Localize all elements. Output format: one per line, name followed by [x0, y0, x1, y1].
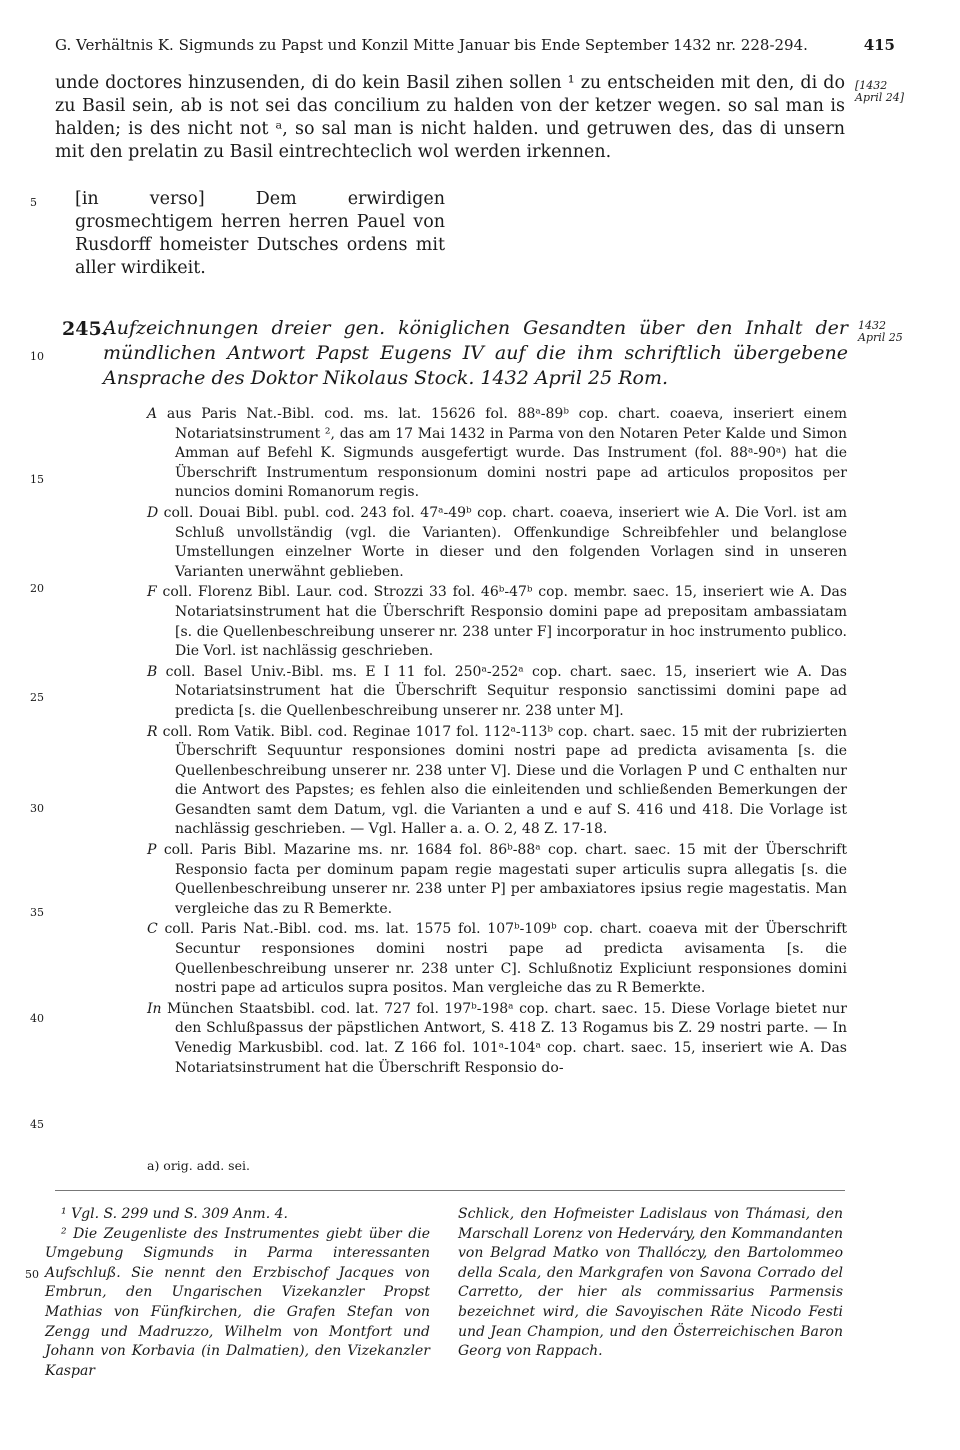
line-number: 25 — [30, 691, 44, 704]
footnotes-right-column — [458, 1205, 843, 1362]
line-number: 20 — [30, 582, 44, 595]
body-paragraph — [55, 72, 845, 164]
source-list — [147, 405, 847, 1079]
footnote: ² Die Zeugenliste des Instrumentes giebt über die Umgebung Sigmunds in Parma interessanten Aufschluß. Sie nennt den Erzbischof Jacques von Embrun, den Ungarischen Vizekanzler Propst Mathias von Fünfkirchen, die Grafen Stefan von Zengg und Madruzzo, Wilhelm von Montfort und Johann von Korbavia (in Dalmatien), den Vizekanzler Kaspar — [45, 1225, 430, 1379]
source-item: C coll. Paris Nat.-Bibl. cod. ms. lat. 1575 fol. 107ᵇ-109ᵇ cop. chart. coaeva mit der Überschrift Secuntur responsiones domini nostri pape ad predicta avisamenta [s. die Quellenbeschreibung unserer nr. 238 unter C]. Schlußnotiz Expliciunt responsiones domini nostri pape ad articulos supra positos. Man vergleiche das zu R Bemerkte. — [147, 921, 847, 997]
source-item: In München Staatsbibl. cod. lat. 727 fol. 197ᵇ-198ᵃ cop. chart. saec. 15. Diese Vorlage bietet nur den Schlußpassus der päpstlichen Antwort, S. 418 Z. 13 Rogamus bis Z. 29 nostri parte. — In Venedig Markusbibl. cod. lat. Z 166 fol. 101ᵃ-104ᵃ cop. chart. saec. 15, inseriert wie A. Das Notariatsinstrument hat die Überschrift Responsio do- — [147, 1000, 847, 1076]
line-number: 30 — [30, 802, 44, 815]
source-item: P coll. Paris Bibl. Mazarine ms. nr. 1684 fol. 86ᵇ-88ᵃ cop. chart. saec. 15 mit der Überschrift Responsio facta per dominum papam regie magestati super articulis supra allegatis [s. die Quellenbeschreibung unserer nr. 238 unter P] per ambaxiatores ipsius regie magestatis. Man vergleiche das zu R Bemerkte. — [147, 842, 847, 917]
address-block: [in verso] Dem erwirdigen grosmechtigem herren herren Pauel von Rusdorff homeister Dutsches ordens mit aller wirdikeit. — [75, 189, 445, 278]
source-item: R coll. Rom Vatik. Bibl. cod. Reginae 1017 fol. 112ᵃ-113ᵇ cop. chart. saec. 15 mit der rubrizierten Überschrift Sequuntur responsiones domini nostri pape ad predicta avisamenta [s. die Quellenbeschreibung unserer nr. 238 unter V]. Diese und die Vorlagen P und C enthalten nur die Antwort des Papstes; es fehlen also die einleitenden und schließenden Bemerkungen der Gesandten samt dem Datum, vgl. die Varianten a und e auf S. 416 und 418. Die Vorlage ist nachlässig geschrieben. — Vgl. Haller a. a. O. 2, 48 Z. 17-18. — [147, 723, 847, 838]
line-number: 10 — [30, 350, 44, 363]
margin-date-top: [1432 April 24] — [855, 79, 905, 104]
source-item: A aus Paris Nat.-Bibl. cod. ms. lat. 15626 fol. 88ᵃ-89ᵇ cop. chart. coaeva, inseriert einem Notariatsinstrument ², das am 17 Mai 1432 in Parma von den Notaren Peter Kalde und Simon Amman auf Befehl K. Sigmunds ausgefertigt wurde. Das Instrument (fol. 88ᵃ-90ᵃ) hat die Überschrift Instrumentum responsionum domini nostri pape ad articulos propositos per nuncios domini Romanorum regis. — [147, 406, 848, 501]
page-number: 415 — [863, 36, 895, 54]
source-item: B coll. Basel Univ.-Bibl. ms. E I 11 fol. 250ᵃ-252ᵃ cop. chart. saec. 15, inseriert wie A. Das Notariatsinstrument hat die Überschrift Sequitur responsio sanctissimi domini pape ad predicta [s. die Quellenbeschreibung unserer nr. 238 unter M]. — [147, 663, 847, 719]
variant-note: a) orig. add. sei. — [147, 1158, 250, 1173]
letter-text: unde doctores hinzusenden, di do kein Basil zihen sollen ¹ zu entscheiden mit den, di do zu Basil sein, ab is not sei das concilium zu halden von der ketzer wegen. so sal man is halden; is des nicht not ᵃ, so sal man is nicht halden. und getruwen des, das di unsern mit den prelatin zu Basil eintrechteclich wol werden irkennen. — [55, 73, 845, 162]
line-number: 35 — [30, 906, 44, 919]
running-title: G. Verhältnis K. Sigmunds zu Papst und Konzil Mitte Januar bis Ende September 1432 nr. 228-294. — [55, 36, 808, 54]
entry-title: Aufzeichnungen dreier gen. königlichen Gesandten über den Inhalt der mündlichen Antwort Papst Eugens IV auf die ihm schriftlich übergebene Ansprache des Doktor Nikolaus Stock. 1432 April 25 Rom. — [103, 317, 848, 389]
line-number: 50 — [25, 1268, 39, 1281]
footnote-divider — [55, 1190, 845, 1191]
running-header — [55, 36, 895, 54]
source-item: F coll. Florenz Bibl. Laur. cod. Strozzi 33 fol. 46ᵇ-47ᵇ cop. membr. saec. 15, inseriert wie A. Das Notariatsinstrument hat die Überschrift Responsio domini pape ad prepositam ambassiatam [s. die Quellenbeschreibung unserer nr. 238 unter F] incorporatur in hoc instrumento publico. Die Vorl. ist nachlässig geschrieben. — [147, 584, 847, 660]
footnote-continuation: Schlick, den Hofmeister Ladislaus von Thámasi, den Marschall Lorenz von Hederváry, den Kommandanten von Belgrad Matko von Thallóczy, den Bartolommeo della Scala, den Markgrafen von Savona Corrado del Carretto, der hier als commissarius Parmensis bezeichnet wird, die Savoyischen Räte Nicodo Festi und Jean Champion, und den Österreichischen Baron Georg von Rappach. — [458, 1206, 843, 1360]
footnote: ¹ Vgl. S. 299 und S. 309 Anm. 4. — [61, 1206, 288, 1222]
footnotes-left-column — [45, 1205, 430, 1381]
line-number: 5 — [30, 196, 37, 209]
line-number: 40 — [30, 1012, 44, 1025]
line-number: 15 — [30, 473, 44, 486]
source-item: D coll. Douai Bibl. publ. cod. 243 fol. 47ᵃ-49ᵇ cop. chart. coaeva, inseriert wie A. Die Vorl. ist am Schluß unvollständig (vgl. die Varianten). Offenkundige Schreibfehler und belanglose Umstellungen einzelner Worte in dieser und den folgenden Vorlagen sind in unseren Varianten unerwähnt geblieben. — [147, 504, 847, 580]
entry-number: 245. — [62, 318, 109, 340]
margin-date-entry: 1432 April 25 — [858, 319, 903, 344]
line-number: 45 — [30, 1118, 44, 1131]
